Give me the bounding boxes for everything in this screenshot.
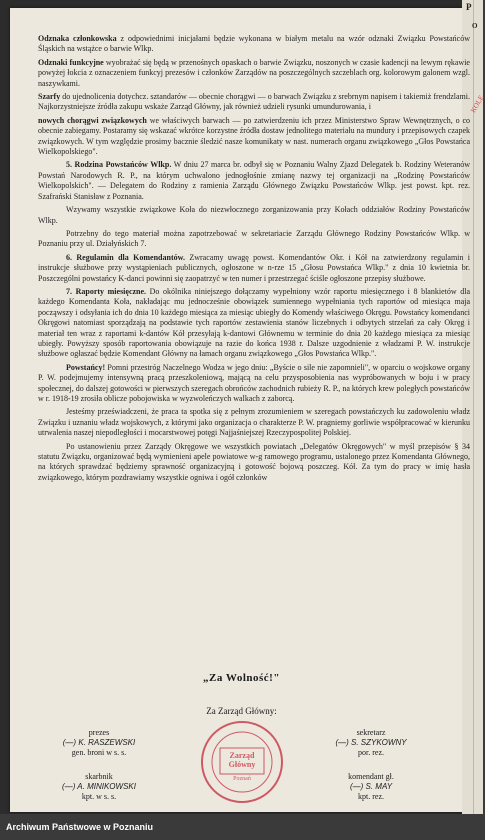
- signature-rank: por. rez.: [358, 748, 384, 757]
- paragraph: [38, 229, 470, 250]
- paragraph-heading: 6. Regulamin dla Komendantów.: [66, 252, 185, 262]
- signature-role: sekretarz: [356, 728, 386, 737]
- paragraph: [38, 363, 470, 405]
- svg-text:Poznań: Poznań: [233, 776, 251, 782]
- signature-role: prezes: [88, 728, 110, 737]
- official-stamp: [198, 718, 286, 806]
- document-body: [38, 34, 470, 486]
- paragraph: [38, 287, 470, 360]
- paragraph-text: Do okólnika niniejszego dołączamy wypełniony wzór raportu miesięcznego i 8 blankietów dla każdego Komendanta Koła, nakładając mu jednocześnie obowiązek sumiennego wypełniania tych raportów od miesiąca maja począwszy i odsyłania ich do dnia 10 każdego miesiąca za miesiąc ubiegły do Komendy właściwego Okręgu. Powstańcy komendanci Okręgowi natomiast sporządzają na podstawie tych raportów zestawienia stanów liczebnych i odbytych strzelań za cały Okręg i materiał ten wraz z raportami k-dantów Kół przesyłają k-dantowi Głównemu w terminie do dnia 20 każdego miesiąca za miesiąc ubiegły. Powyższy sposób raportowania obowiązuje na razie do końca 1938 r. Dalsze uzgodnienie z władzami P. W. instrukcje służbowe ogłaszać będzie Komendant Główny na łamach organu związkowego „Głos Powstańca Wlkp.".: [38, 286, 470, 359]
- paragraph-heading: Odznaki funkcyjne: [38, 57, 104, 67]
- signature-commandant: [316, 772, 426, 802]
- margin-mark-second: O: [472, 22, 478, 30]
- svg-text:Główny: Główny: [228, 760, 256, 769]
- motto: „Za Wolność!": [203, 672, 280, 684]
- paragraph-heading: nowych chorągwi związkowych: [38, 115, 147, 125]
- paragraph-text: Jesteśmy przeświadczeni, że praca ta spotka się z pełnym zrozumieniem w szeregach powstańczych ku zadowoleniu władz Związku i uznaniu władz wojskowych, z którymi jako organizacja o charakterze P. W. pragniemy gorliwie współpracować w kierunku utrwalenia naszej niepodległości i mocarstwowej potęgi Najjaśniejszej Rzeczypospolitej Polskiej.: [38, 407, 470, 438]
- paragraph-heading: Powstańcy!: [66, 362, 106, 372]
- archive-credit: Archiwum Państwowe w Poznaniu: [6, 822, 154, 832]
- paragraph-text: Potrzebny do tego materiał można zapotrzebować w sekretariacie Zarządu Głównego Rodziny Powstańców Wlkp. w Poznaniu przy ul. Działyńskich 7.: [38, 228, 470, 249]
- margin-mark-top: P: [466, 2, 472, 12]
- paragraph-text: z odpowiednimi inicjałami będzie wykonana w białym metalu na wzór odznaki Związku Powstańców Śląskich na wstążce o barwie Wlkp.: [38, 34, 470, 54]
- signature-name: (—) S. MAY: [349, 782, 393, 791]
- board-signature-heading: Za Zarząd Główny:: [206, 706, 277, 716]
- signature-rank: gen. broni w s. s.: [71, 748, 127, 757]
- paragraph: [38, 253, 470, 284]
- paragraph-text: Po ustanowieniu przez Zarządy Okręgowe we wszystkich powiatach „Delegatów Okręgowych" w myśl przepisów § 34 statutu Związku, organizować będą wymienieni apele powiatowe w-g ramowego programu, ustalonego przez Komendanta Głównego, na których sprawdzać będziemy sprawność organizacyjną i gotowość bojową poszczeg. Kół. Za tym do pracy w imię hasła związkowego, którym pozdrawiamy wszystkie ogniwa i ogół członków: [38, 441, 470, 482]
- signature-name: (—) S. SZYKOWNY: [335, 738, 407, 747]
- signature-role: skarbnik: [85, 772, 113, 781]
- paragraph-heading: Odznaka członkowska: [38, 34, 117, 43]
- signature-name: (—) A. MINIKOWSKI: [62, 782, 136, 791]
- signature-president: [44, 728, 154, 758]
- page-edge-line: [473, 0, 474, 814]
- signature-rank: kpt. rez.: [358, 792, 384, 801]
- paragraph: [38, 34, 470, 55]
- paragraph: [38, 58, 470, 89]
- paragraph: [38, 407, 470, 438]
- paragraph: [38, 442, 470, 484]
- signature-role: komendant gł.: [348, 772, 394, 781]
- paragraph-text: Wzywamy wszystkie związkowe Koła do niezwłocznego zorganizowania przy Kołach oddziałów Rodziny Powstańców Wlkp.: [38, 205, 470, 225]
- paragraph-text: wyobrażać się będą w przenośnych opaskach o barwie Związku, noszonych w czasie kadencji na lewym rękawie powyżej łokcia z oznaczeniem funkcyj prezesów i członków Zarządów na poszczególnych szczeblach org. kolorowym galonem wzgl. naszywkami.: [38, 57, 470, 88]
- paragraph: [38, 92, 470, 113]
- signature-name: (—) K. RASZEWSKI: [62, 738, 136, 747]
- paragraph-heading: Szarfy: [38, 92, 61, 102]
- paragraph: [38, 205, 470, 226]
- paragraph-heading: 7. Raporty miesięczne.: [66, 286, 147, 296]
- paragraph-text: W dniu 27 marca br. odbył się w Poznaniu Walny Zjazd Delegatek b. Rodziny Weteranów Powstań Narodowych R. P., na którym uchwalono jednogłośnie zmianę nazwy tej organizacji na „Rodzinę Powstańców Wielkopolskich". — Delegatem do Rodziny z ramienia Zarządu Głównego Związku Powstańców Wlkp. jest powst. kpt. rez. Szafrański Stanisław z Poznania.: [38, 160, 470, 201]
- paragraph: [38, 116, 470, 158]
- signature-secretary: [316, 728, 426, 758]
- signature-treasurer: [44, 772, 154, 802]
- paragraph-text: Zwracamy uwagę powst. Komendantów Okr. i Kół na zatwierdzony regulamin i instrukcje służbowe przy wystąpieniach publicznych, ogłoszone w n-rze 15 „Głosu Powstańca Wlkp." z dnia 10 kwietnia br. Poszczególni powstańcy K-danci powinni się zaopatrzyć w ten numer i przestrzegać ściśle ogłoszone przepisy służbowe.: [38, 252, 470, 283]
- paragraph-text: we właściwych barwach — po zatwierdzeniu ich przez Ministerstwo Spraw Wewnętrznych, o co obecnie zabiegamy. Postaramy się wskazać wkrótce korzystne źródła dostaw jednolitego materiału na mundury i przepisowych czapek związkowych. W tym względzie prosimy bacznie śledzić nasze komunikaty w nast. numerach organu związkowego „Głos Powstańca Wielkopolskiego".: [38, 115, 470, 157]
- paragraph-text: do ujednolicenia dotychcz. sztandarów — obecnie chorągwi — o barwach Związku z srebrnym napisem i takiemiż frendzlami. Najkorzystniejsze źródła zakupu wskaże Zarząd Główny, jak również udzieli rysunki umundurowania, i: [38, 92, 470, 112]
- svg-text:Zarząd: Zarząd: [229, 751, 255, 760]
- archive-footer: [0, 814, 483, 840]
- paragraph-text: Pomni przestróg Naczelnego Wodza w jego dniu: „Byście o sile nie zapomnieli", w oparciu o wojskowe organy P. W. podejmujemy intensywną pracą przeszkoleniową, mającą na celu przysposobienia nas wypróbowanych w boju i w pracy społecznej, do dalszej gotowości w pierwszych szeregach obrońców zachodnich rubieży R. P., na których krew poległych powstańców w r. 1918-19 zrosiła oblicze pobojowiska w wyzwoleńczych walkach z zaborcą.: [38, 362, 470, 403]
- paragraph-heading: 5. Rodzina Powstańców Wlkp.: [66, 160, 172, 170]
- paragraph: [38, 160, 470, 202]
- margin-stamp-fragment: KOLE: [469, 93, 485, 115]
- signature-rank: kpt. w s. s.: [81, 792, 117, 801]
